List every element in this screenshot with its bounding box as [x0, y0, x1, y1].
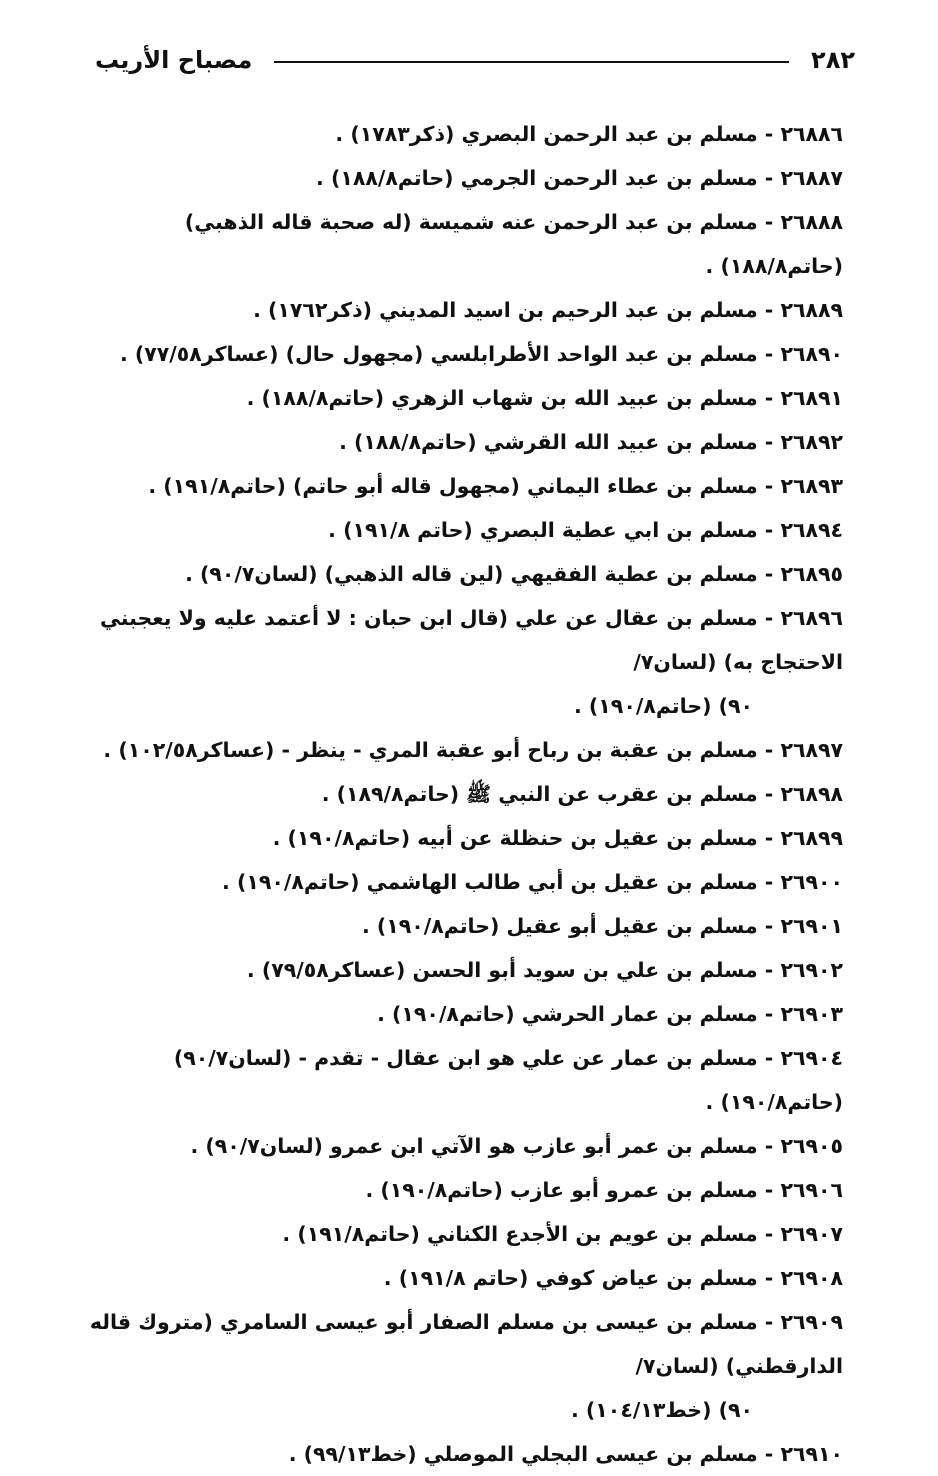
entry-text: ٢٦٨٨٧ - مسلم بن عبد الرحمن الجرمي (حاتم١٨٨/٨) .	[316, 166, 843, 190]
list-item	[83, 1432, 843, 1476]
entry-text: ٢٦٨٩٨ - مسلم بن عقرب عن النبي ﷺ (حاتم١٨٩/٨) .	[321, 782, 843, 806]
list-item	[83, 1212, 843, 1256]
entry-text: ٢٦٨٩٤ - مسلم بن ابي عطية البصري (حاتم ١٩١/٨) .	[328, 518, 843, 542]
entry-text: ٢٦٨٩٢ - مسلم بن عبيد الله القرشي (حاتم١٨٨/٨) .	[339, 430, 843, 454]
entry-text: ٢٦٩٠٨ - مسلم بن عياض كوفي (حاتم ١٩١/٨) .	[383, 1266, 843, 1290]
page-header	[95, 40, 855, 80]
entry-text: ٢٦٩٠٩ - مسلم بن عيسى بن مسلم الصفار أبو عيسى السامري (متروك قاله الدارقطني) (لسان٧/	[89, 1310, 843, 1378]
entry-text: ٢٦٩٠٠ - مسلم بن عقيل بن أبي طالب الهاشمي (حاتم١٩٠/٨) .	[222, 870, 843, 894]
entry-text: ٢٦٨٩١ - مسلم بن عبيد الله بن شهاب الزهري (حاتم١٨٨/٨) .	[246, 386, 843, 410]
header-rule	[274, 61, 789, 63]
entry-text: ٢٦٩٠٣ - مسلم بن عمار الحرشي (حاتم١٩٠/٨) .	[377, 1002, 843, 1026]
list-item	[83, 552, 843, 596]
list-item	[83, 420, 843, 464]
list-item	[83, 112, 843, 156]
entry-text: ٢٦٨٩٩ - مسلم بن عقيل بن حنظلة عن أبيه (حاتم١٩٠/٨) .	[272, 826, 843, 850]
entry-continuation: ٩٠) (خط١٠٤/١٣) .	[571, 1398, 753, 1422]
running-title: مصباح الأريب	[95, 46, 253, 74]
list-item	[83, 1300, 843, 1432]
list-item	[83, 288, 843, 332]
entry-text: ٢٦٨٩٥ - مسلم بن عطية الفقيهي (لين قاله الذهبي) (لسان٩٠/٧) .	[185, 562, 843, 586]
entry-text: ٢٦٩١٠ - مسلم بن عيسى البجلي الموصلي (خط٩٩/١٣) .	[288, 1442, 843, 1466]
entry-text: ٢٦٨٩٦ - مسلم بن عقال عن علي (قال ابن حبان : لا أعتمد عليه ولا يعجبني الاحتجاج به) (لسان٧/	[99, 606, 843, 674]
list-item	[83, 904, 843, 948]
list-item	[83, 156, 843, 200]
entry-list	[83, 112, 843, 1476]
entry-text: ٢٦٨٨٨ - مسلم بن عبد الرحمن عنه شميسة (له صحبة قاله الذهبي) (حاتم١٨٨/٨) .	[184, 210, 843, 278]
entry-text: ٢٦٩٠٤ - مسلم بن عمار عن علي هو ابن عقال - تقدم - (لسان٩٠/٧) (حاتم١٩٠/٨) .	[173, 1046, 843, 1114]
list-item	[83, 992, 843, 1036]
list-item	[83, 376, 843, 420]
entry-text: ٢٦٩٠٧ - مسلم بن عويم بن الأجدع الكناني (حاتم١٩١/٨) .	[282, 1222, 843, 1246]
list-item	[83, 200, 843, 288]
list-item	[83, 596, 843, 728]
entry-text: ٢٦٨٩٠ - مسلم بن عبد الواحد الأطرابلسي (مجهول حال) (عساكر٧٧/٥٨) .	[119, 342, 843, 366]
list-item	[83, 464, 843, 508]
list-item	[83, 1256, 843, 1300]
list-item	[83, 508, 843, 552]
entry-text: ٢٦٨٨٩ - مسلم بن عبد الرحيم بن اسيد المديني (ذكر١٧٦٢) .	[253, 298, 843, 322]
entry-text: ٢٦٩٠٢ - مسلم بن علي بن سويد أبو الحسن (عساكر٧٩/٥٨) .	[246, 958, 843, 982]
page-number: ٢٨٢	[811, 46, 855, 74]
entry-text: ٢٦٩٠٦ - مسلم بن عمرو أبو عازب (حاتم١٩٠/٨) .	[365, 1178, 843, 1202]
list-item	[83, 772, 843, 816]
entry-text: ٢٦٩٠١ - مسلم بن عقيل أبو عقيل (حاتم١٩٠/٨) .	[361, 914, 843, 938]
list-item	[83, 948, 843, 992]
entry-continuation: ٩٠) (حاتم١٩٠/٨) .	[574, 694, 753, 718]
entry-text: ٢٦٨٩٧ - مسلم بن عقبة بن رباح أبو عقبة المري - ينظر - (عساكر١٠٢/٥٨) .	[103, 738, 843, 762]
entry-text: ٢٦٨٨٦ - مسلم بن عبد الرحمن البصري (ذكر١٧٨٣) .	[335, 122, 843, 146]
entry-text: ٢٦٩٠٥ - مسلم بن عمر أبو عازب هو الآتي ابن عمرو (لسان٩٠/٧) .	[190, 1134, 843, 1158]
list-item	[83, 1124, 843, 1168]
list-item	[83, 816, 843, 860]
list-item	[83, 1036, 843, 1124]
entry-text: ٢٦٨٩٣ - مسلم بن عطاء اليماني (مجهول قاله أبو حاتم) (حاتم١٩١/٨) .	[148, 474, 843, 498]
list-item	[83, 332, 843, 376]
list-item	[83, 1168, 843, 1212]
list-item	[83, 860, 843, 904]
list-item	[83, 728, 843, 772]
